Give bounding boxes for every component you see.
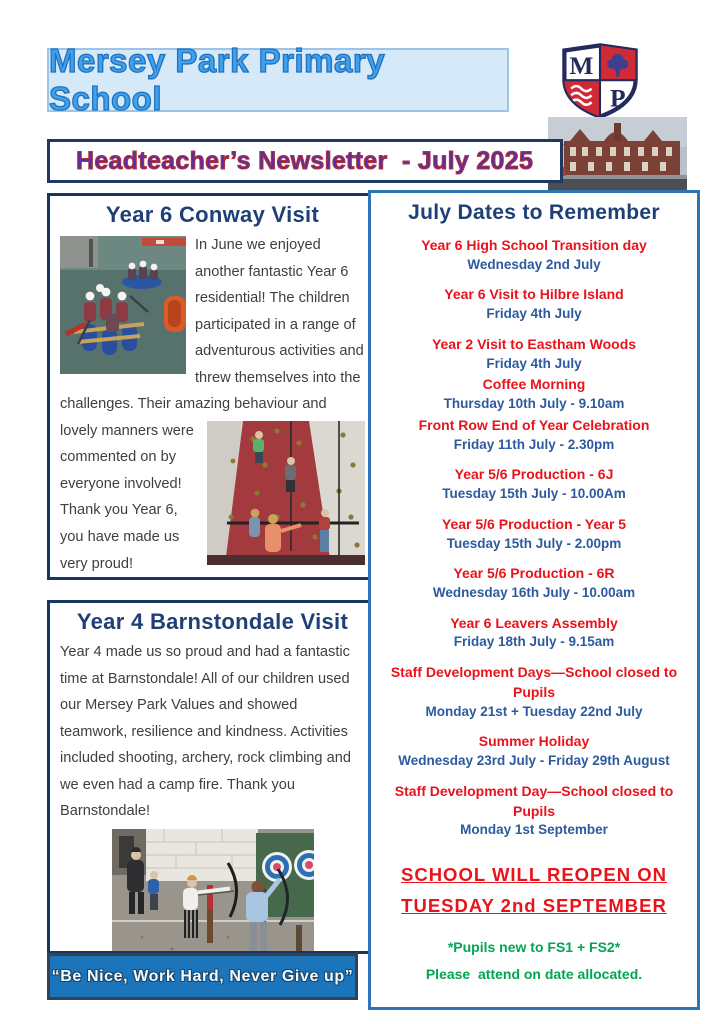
school-name-banner bbox=[47, 42, 509, 117]
reopen-line-1: SCHOOL WILL REOPEN ON bbox=[401, 864, 667, 885]
event-title: Year 6 Leavers Assembly bbox=[450, 614, 618, 631]
event-item bbox=[371, 236, 697, 274]
event-date: Friday 4th July bbox=[486, 355, 582, 371]
school-motto-banner bbox=[47, 953, 358, 1000]
fs-note-line-2: Please attend on date allocated. bbox=[425, 966, 643, 983]
event-date: Wednesday 23rd July - Friday 29th August bbox=[398, 753, 670, 769]
event-item bbox=[371, 285, 697, 323]
event-title: Staff Development Day—School closed to Pupils bbox=[394, 782, 674, 819]
event-date: Friday 11th July - 2.30pm bbox=[453, 436, 615, 452]
event-item bbox=[371, 416, 697, 454]
event-item bbox=[371, 614, 697, 652]
reopen-line-2: TUESDAY 2nd SEPTEMBER bbox=[401, 894, 667, 916]
fs-note bbox=[371, 934, 697, 989]
school-crest-icon bbox=[556, 42, 644, 120]
event-date: Monday 1st September bbox=[460, 822, 608, 838]
event-date: Friday 18th July - 9.15am bbox=[453, 634, 615, 650]
event-title: Year 6 High School Transition day bbox=[421, 237, 647, 253]
school-name: Mersey Park Primary School bbox=[49, 42, 386, 117]
event-title: Year 5/6 Production - 6J bbox=[454, 466, 614, 483]
event-title: Year 2 Visit to Eastham Woods bbox=[431, 335, 637, 352]
event-title: Year 5/6 Production - Year 5 bbox=[441, 515, 627, 532]
event-item bbox=[371, 663, 697, 721]
fs-note-line-1: *Pupils new to FS1 + FS2* bbox=[447, 939, 621, 956]
event-item bbox=[371, 375, 697, 413]
event-date: Tuesday 15th July - 10.00Am bbox=[442, 486, 626, 502]
event-title: Year 5/6 Production - 6R bbox=[453, 565, 615, 582]
newsletter-title: Headteacher’s Newsletter - July 2025 bbox=[76, 146, 534, 175]
event-item bbox=[371, 564, 697, 602]
event-title: Staff Development Days—School closed to Pupils bbox=[390, 664, 678, 700]
event-date: Monday 21st + Tuesday 22nd July bbox=[425, 703, 643, 719]
conway-body bbox=[60, 232, 365, 577]
event-date: Friday 4th July bbox=[486, 306, 582, 322]
school-motto: “Be Nice, Work Hard, Never Give up” bbox=[51, 967, 354, 985]
event-item bbox=[371, 732, 697, 770]
climbing-wall-photo bbox=[207, 421, 365, 565]
event-date: Wednesday 16th July - 10.00am bbox=[432, 584, 636, 600]
conway-text-2: manners were commented on by everyone involved! Thank you Year 6, you have made us very proud! bbox=[60, 422, 194, 572]
school-building-photo bbox=[548, 117, 687, 191]
conway-article bbox=[47, 193, 378, 580]
event-date: Tuesday 15th July - 2.00pm bbox=[446, 535, 622, 551]
reopen-notice bbox=[371, 860, 697, 921]
dates-panel bbox=[368, 190, 700, 1010]
event-title: Year 6 Visit to Hilbre Island bbox=[444, 286, 624, 303]
event-item bbox=[371, 515, 697, 553]
event-date: Wednesday 2nd July bbox=[467, 256, 601, 272]
rafting-photo bbox=[60, 236, 186, 374]
event-item bbox=[371, 465, 697, 503]
event-title: Coffee Morning bbox=[482, 376, 586, 393]
event-item bbox=[371, 335, 697, 373]
barnstondale-article bbox=[47, 600, 378, 954]
events-list bbox=[371, 236, 697, 840]
barnstondale-heading: Year 4 Barnstondale Visit bbox=[76, 609, 349, 634]
crest-letter-m: M bbox=[569, 51, 594, 81]
conway-text-1: In June we enjoyed another fantastic Year 6 residential! The children participated in a range of adventurous activities and threw themselves into the challenges. Their amazing behaviour and lovely bbox=[60, 237, 364, 439]
dates-heading: July Dates to Remember bbox=[408, 201, 660, 224]
event-title: Front Row End of Year Celebration bbox=[418, 416, 650, 433]
event-item bbox=[371, 782, 697, 840]
crest-letter-p: P bbox=[610, 83, 626, 113]
event-date: Thursday 10th July - 9.10am bbox=[443, 396, 625, 412]
archery-photo bbox=[112, 829, 314, 954]
newsletter-title-bar bbox=[47, 139, 563, 183]
conway-heading: Year 6 Conway Visit bbox=[105, 202, 320, 227]
barnstondale-body: Year 4 made us so proud and had a fantastic time at Barnstondale! All of our children used our Mersey Park Values and showed teamwork, resilience and kindness. Activities included shooting, archery, rock climbing and we even had a camp fire. Thank you Barnstondale! bbox=[60, 644, 351, 820]
event-title: Summer Holiday bbox=[478, 733, 590, 750]
